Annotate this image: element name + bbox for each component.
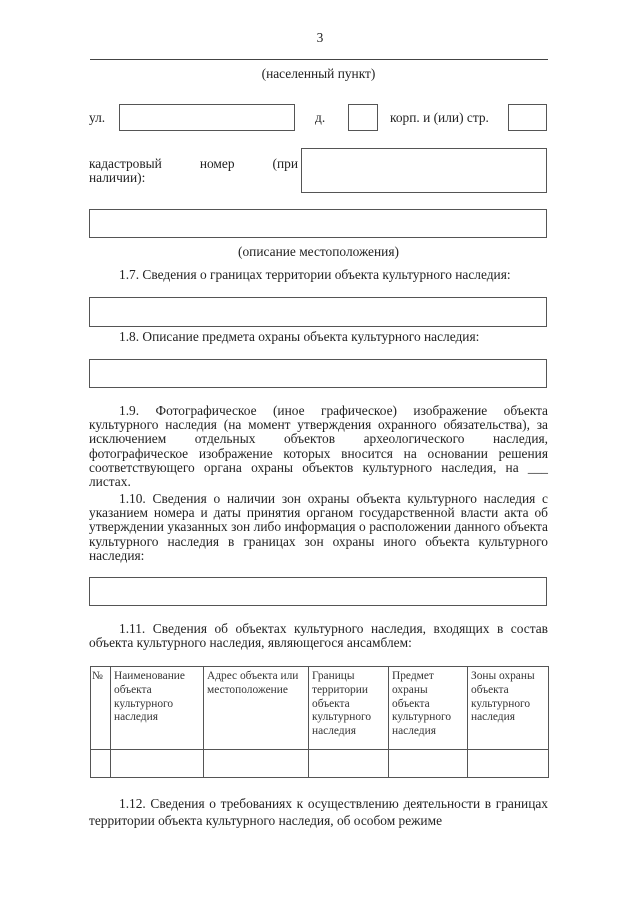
table-cell[interactable]	[111, 750, 204, 778]
building-input[interactable]	[508, 104, 547, 131]
cadastral-number-input[interactable]	[301, 148, 547, 193]
column-header-number: №	[91, 667, 111, 750]
section-1-12-text: 1.12. Сведения о требованиях к осуществлению деятельности в границах территории объекта культурного наследия, об особом режиме	[89, 796, 548, 828]
table-cell[interactable]	[91, 750, 111, 778]
section-1-10-paragraph	[89, 492, 548, 563]
section-1-7-heading: 1.7. Сведения о границах территории объекта культурного наследия:	[119, 267, 511, 282]
column-header-protection-subject: Предмет охраны объекта культурного наследия	[389, 667, 468, 750]
protection-subject-input[interactable]	[89, 359, 547, 388]
section-1-11-text: 1.11. Сведения об объектах культурного наследия, входящих в состав объекта культурного наследия, являющегося ансамблем:	[89, 621, 548, 651]
section-1-9-text: 1.9. Фотографическое (иное графическое) изображение объекта культурного наследия (на момент утверждения охранного обязательства), за исключением отдельных объектов археологического наследия, фотографическое изображение которых вносится на основании решения соответствующего органа охраны объектов культурного наследия, на ___ листах.	[89, 403, 548, 490]
settlement-caption: (населенный пункт)	[261, 66, 376, 81]
protection-zones-input[interactable]	[89, 577, 547, 606]
section-1-12-paragraph	[89, 795, 548, 829]
cadastral-label-line2: наличии):	[89, 170, 146, 185]
location-description-input[interactable]	[89, 209, 547, 238]
building-label: корп. и (или) стр.	[390, 110, 489, 125]
territory-boundaries-input[interactable]	[89, 297, 547, 327]
table-cell[interactable]	[468, 750, 549, 778]
table-cell[interactable]	[389, 750, 468, 778]
table-cell[interactable]	[204, 750, 309, 778]
column-header-protection-zones: Зоны охраны объекта культурного наследия	[468, 667, 549, 750]
street-input[interactable]	[119, 104, 295, 131]
table-header-row	[91, 667, 549, 750]
ensemble-objects-table	[90, 666, 549, 778]
settlement-field-line[interactable]	[90, 59, 548, 60]
section-1-9-paragraph	[89, 404, 548, 489]
house-input[interactable]	[348, 104, 378, 131]
page-number: 3	[316, 30, 324, 45]
cadastral-label-word: кадастровый	[89, 156, 162, 171]
section-1-8-heading: 1.8. Описание предмета охраны объекта культурного наследия:	[119, 329, 480, 344]
table-row	[91, 750, 549, 778]
column-header-name: Наименование объекта культурного наследия	[111, 667, 204, 750]
cadastral-label-word: номер	[199, 156, 235, 171]
cadastral-label-word: (при	[272, 156, 298, 171]
table-cell[interactable]	[309, 750, 389, 778]
location-caption: (описание местоположения)	[238, 244, 399, 259]
column-header-boundaries: Границы территории объекта культурного наследия	[309, 667, 389, 750]
column-header-address: Адрес объекта или местоположение	[204, 667, 309, 750]
house-label: д.	[315, 110, 326, 125]
section-1-11-paragraph	[89, 622, 548, 650]
section-1-10-text: 1.10. Сведения о наличии зон охраны объекта культурного наследия с указанием номера и даты принятия органом государственной власти акта об утверждении указанных зон либо информация о расположении данного объекта культурного наследия в границах зон охраны иного объекта культурного наследия:	[89, 491, 548, 563]
street-label: ул.	[89, 110, 106, 125]
